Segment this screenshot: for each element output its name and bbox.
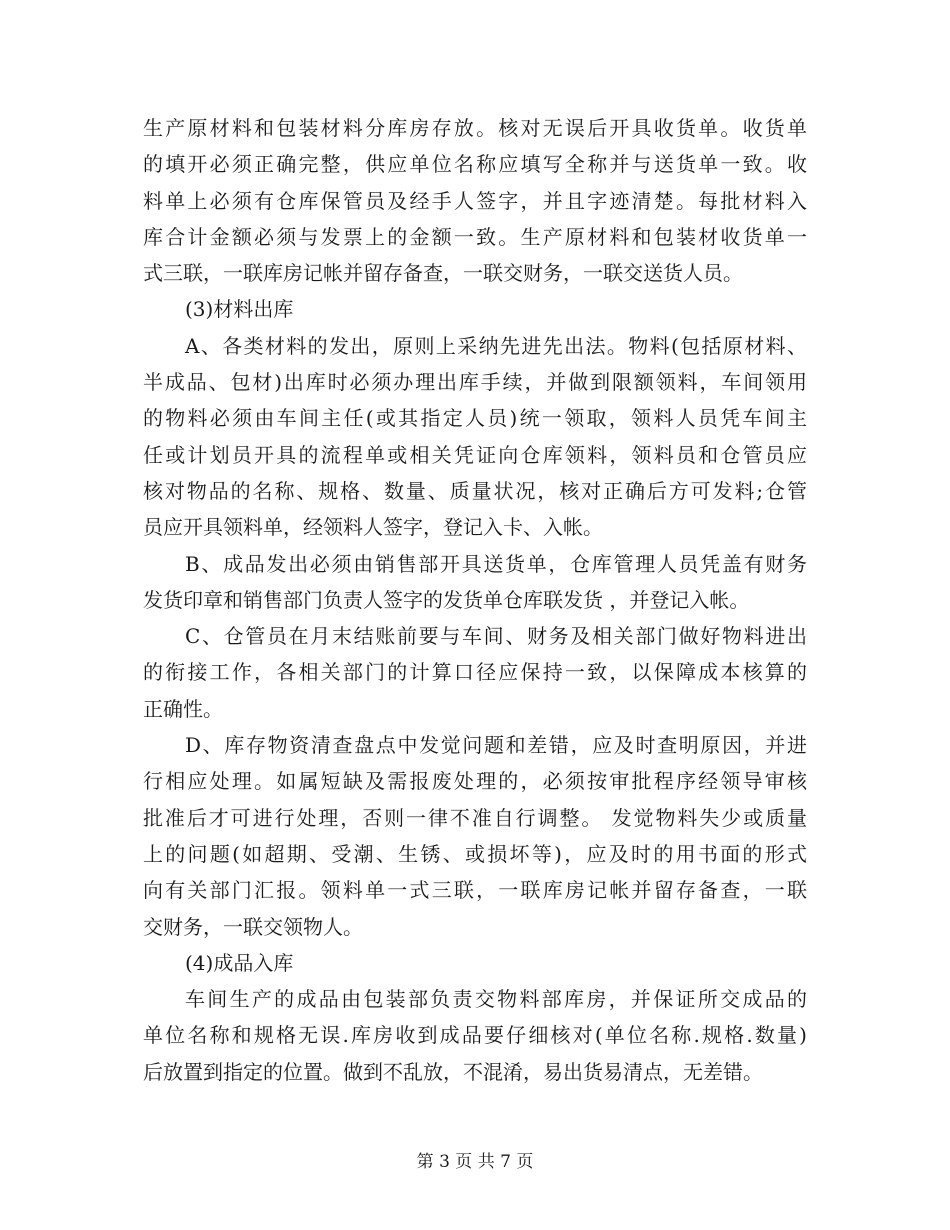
text-line: 员应开具领料单，经领料人签字，登记入卡、入帐。	[143, 515, 603, 540]
text-line: C、仓管员在月末结账前要与车间、财务及相关部门做好物料进出	[185, 624, 807, 649]
text-line: 半成品、包材)出库时必须办理出库手续，并做到限额领料，车间领用	[143, 370, 807, 395]
text-line: D、库存物资清查盘点中发觉问题和差错，应及时查明原因，并进	[185, 733, 807, 758]
text-line: 单位名称和规格无误.库房收到成品要仔细核对(单位名称.规格.数量)	[143, 1023, 807, 1048]
text-line: 批准后才可进行处理，否则一律不准自行调整。 发觉物料失少或质量	[143, 805, 807, 830]
text-line: 发货印章和销售部门负责人签字的发货单仓库联发货 ，并登记入帐。	[143, 587, 750, 612]
text-line: 库合计金额必须与发票上的金额一致。生产原材料和包装材收货单一	[143, 224, 807, 249]
text-line: 向有关部门汇报。领料单一式三联，一联库房记帐并留存备查，一联	[143, 878, 807, 903]
text-line: 行相应处理。如属短缺及需报废处理的，必须按审批程序经领导审核	[143, 769, 807, 794]
text-line: 上的问题(如超期、受潮、生锈、或损坏等)，应及时的用书面的形式	[143, 841, 807, 866]
text-line: 料单上必须有仓库保管员及经手人签字，并且字迹清楚。每批材料入	[143, 188, 807, 213]
text-line: 车间生产的成品由包装部负责交物料部库房，并保证所交成品的	[185, 987, 807, 1012]
text-line: 式三联，一联库房记帐并留存备查，一联交财务，一联交送货人员。	[143, 261, 743, 286]
text-line: A、各类材料的发出，原则上采纳先进先出法。物料(包括原材料、	[185, 333, 807, 358]
text-line: 任或计划员开具的流程单或相关凭证向仓库领料，领料员和仓管员应	[143, 442, 807, 467]
text-line: 的物料必须由车间主任(或其指定人员)统一领取，领料人员凭车间主	[143, 406, 807, 431]
text-line: 核对物品的名称、规格、数量、质量状况，核对正确后方可发料;仓管	[143, 478, 807, 503]
section-heading: (4)成品入库	[185, 950, 294, 975]
text-line: B、成品发出必须由销售部开具送货单，仓库管理人员凭盖有财务	[185, 551, 807, 576]
text-line: 正确性。	[143, 696, 223, 721]
text-line: 的填开必须正确完整，供应单位名称应填写全称并与送货单一致。收	[143, 152, 807, 177]
text-line: 生产原材料和包装材料分库房存放。核对无误后开具收货单。收货单	[143, 116, 807, 140]
text-line: 交财务，一联交领物人。	[143, 914, 363, 939]
text-line: 后放置到指定的位置。做到不乱放，不混淆，易出货易清点，无差错。	[143, 1059, 763, 1084]
body-text	[143, 110, 807, 1090]
section-heading: (3)材料出库	[185, 297, 294, 322]
text-line: 的衔接工作，各相关部门的计算口径应保持一致，以保障成本核算的	[143, 660, 807, 685]
page-number-footer: 第 3 页 共 7 页	[416, 1152, 534, 1172]
